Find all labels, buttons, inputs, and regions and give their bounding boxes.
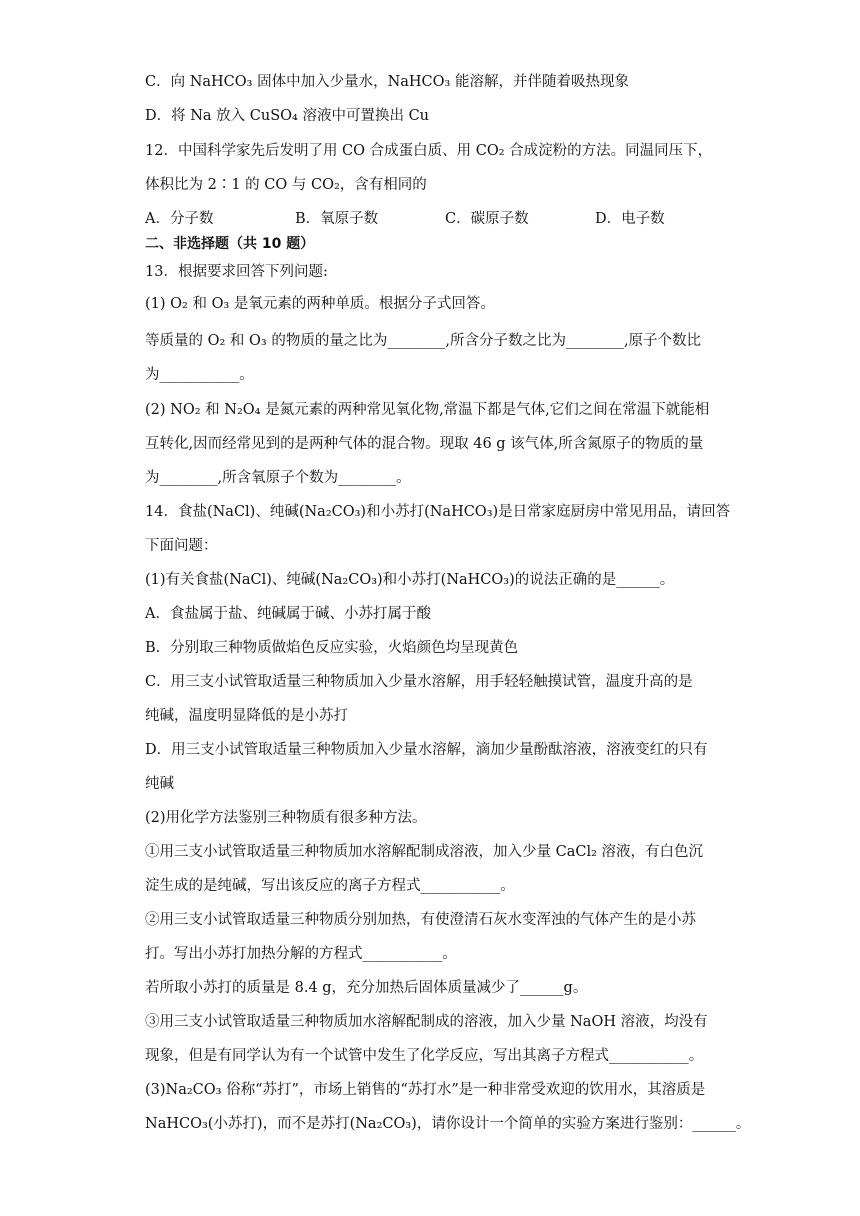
q13-part-2-line-1: (2) NO₂ 和 N₂O₄ 是氮元素的两种常见氧化物,常温下都是气体,它们之间在常温下就能相: [145, 402, 710, 418]
q11-option-c: C．向 NaHCO₃ 固体中加入少量水，NaHCO₃ 能溶解，并伴随着吸热现象: [145, 74, 629, 90]
q14-part-1-option-b: B．分别取三种物质做焰色反应实验，火焰颜色均呈现黄色: [145, 640, 519, 656]
q14-part-1-option-d-line-2: 纯碱: [145, 776, 174, 792]
q13-part-2-line-2: 互转化,因而经常见到的是两种气体的混合物。现取 46 g 该气体,所含氮原子的物质的量: [145, 436, 704, 452]
q12-stem-line-2: 体积比为 2∶1 的 CO 与 CO₂，含有相同的: [145, 177, 427, 193]
q14-part-2-item-2-line-2: 打。写出小苏打加热分解的方程式___________。: [145, 946, 457, 962]
q12-options: [145, 207, 745, 227]
q14-part-1: (1)有关食盐(NaCl)、纯碱(Na₂CO₃)和小苏打(NaHCO₃)的说法正确的是______。: [145, 572, 675, 588]
q14-part-1-option-c-line-1: C．用三支小试管取适量三种物质加入少量水溶解，用手轻轻触摸试管，温度升高的是: [145, 674, 693, 690]
q12-option-c: C．碳原子数: [445, 211, 529, 227]
q14-part-3-line-2: NaHCO₃(小苏打)，而不是苏打(Na₂CO₃)，请你设计一个简单的实验方案进行鉴别：______。: [145, 1116, 751, 1132]
q12-option-d: D．电子数: [595, 211, 665, 227]
q13-part-1-blanks-line-1: 等质量的 O₂ 和 O₃ 的物质的量之比为________,所含分子数之比为________,原子个数比: [145, 333, 702, 349]
q13-part-2-line-3: 为________,所含氧原子个数为________。: [145, 470, 411, 486]
q14-stem-line-2: 下面问题：: [145, 538, 218, 554]
q13-part-1-blanks-line-2: 为___________。: [145, 367, 254, 383]
q14-part-2-item-3-line-2: 现象，但是有同学认为有一个试管中发生了化学反应，写出其离子方程式___________。: [145, 1048, 704, 1064]
q14-part-3-line-1: (3)Na₂CO₃ 俗称“苏打”，市场上销售的“苏打水”是一种非常受欢迎的饮用水，其溶质是: [145, 1082, 706, 1098]
q13-stem: 13．根据要求回答下列问题:: [145, 264, 328, 280]
q14-part-2-item-2-line-1: ②用三支小试管取适量三种物质分别加热，有使澄清石灰水变浑浊的气体产生的是小苏: [145, 912, 696, 928]
q12-stem-line-1: 12．中国科学家先后发明了用 CO 合成蛋白质、用 CO₂ 合成淀粉的方法。同温同压下，: [145, 143, 713, 159]
q12-option-a: A．分子数: [145, 211, 214, 227]
q14-part-1-option-c-line-2: 纯碱，温度明显降低的是小苏打: [145, 708, 348, 724]
q12-option-b: B．氧原子数: [295, 211, 379, 227]
q14-part-2-item-1-line-1: ①用三支小试管取适量三种物质加水溶解配制成溶液，加入少量 CaCl₂ 溶液，有白色沉: [145, 844, 703, 860]
q14-part-1-option-d-line-1: D．用三支小试管取适量三种物质加入少量水溶解，滴加少量酚酞溶液，溶液变红的只有: [145, 742, 708, 758]
q11-option-d: D．将 Na 放入 CuSO₄ 溶液中可置换出 Cu: [145, 108, 430, 124]
q13-part-1: (1) O₂ 和 O₃ 是氧元素的两种单质。根据分子式回答。: [145, 296, 495, 312]
q14-stem-line-1: 14．食盐(NaCl)、纯碱(Na₂CO₃)和小苏打(NaHCO₃)是日常家庭厨房中常见用品，请回答: [145, 504, 731, 520]
q14-part-2: (2)用化学方法鉴别三种物质有很多种方法。: [145, 810, 427, 826]
q14-part-2-item-3-line-1: ③用三支小试管取适量三种物质加水溶解配制成的溶液，加入少量 NaOH 溶液，均没有: [145, 1014, 708, 1030]
q14-part-2-item-1-line-2: 淀生成的是纯碱，写出该反应的离子方程式___________。: [145, 878, 515, 894]
q14-part-1-option-a: A．食盐属于盐、纯碱属于碱、小苏打属于酸: [145, 606, 431, 622]
section-title: 二、非选择题（共 10 题）: [145, 236, 315, 252]
q14-part-2-item-2-line-3: 若所取小苏打的质量是 8.4 g，充分加热后固体质量减少了______g。: [145, 980, 588, 996]
